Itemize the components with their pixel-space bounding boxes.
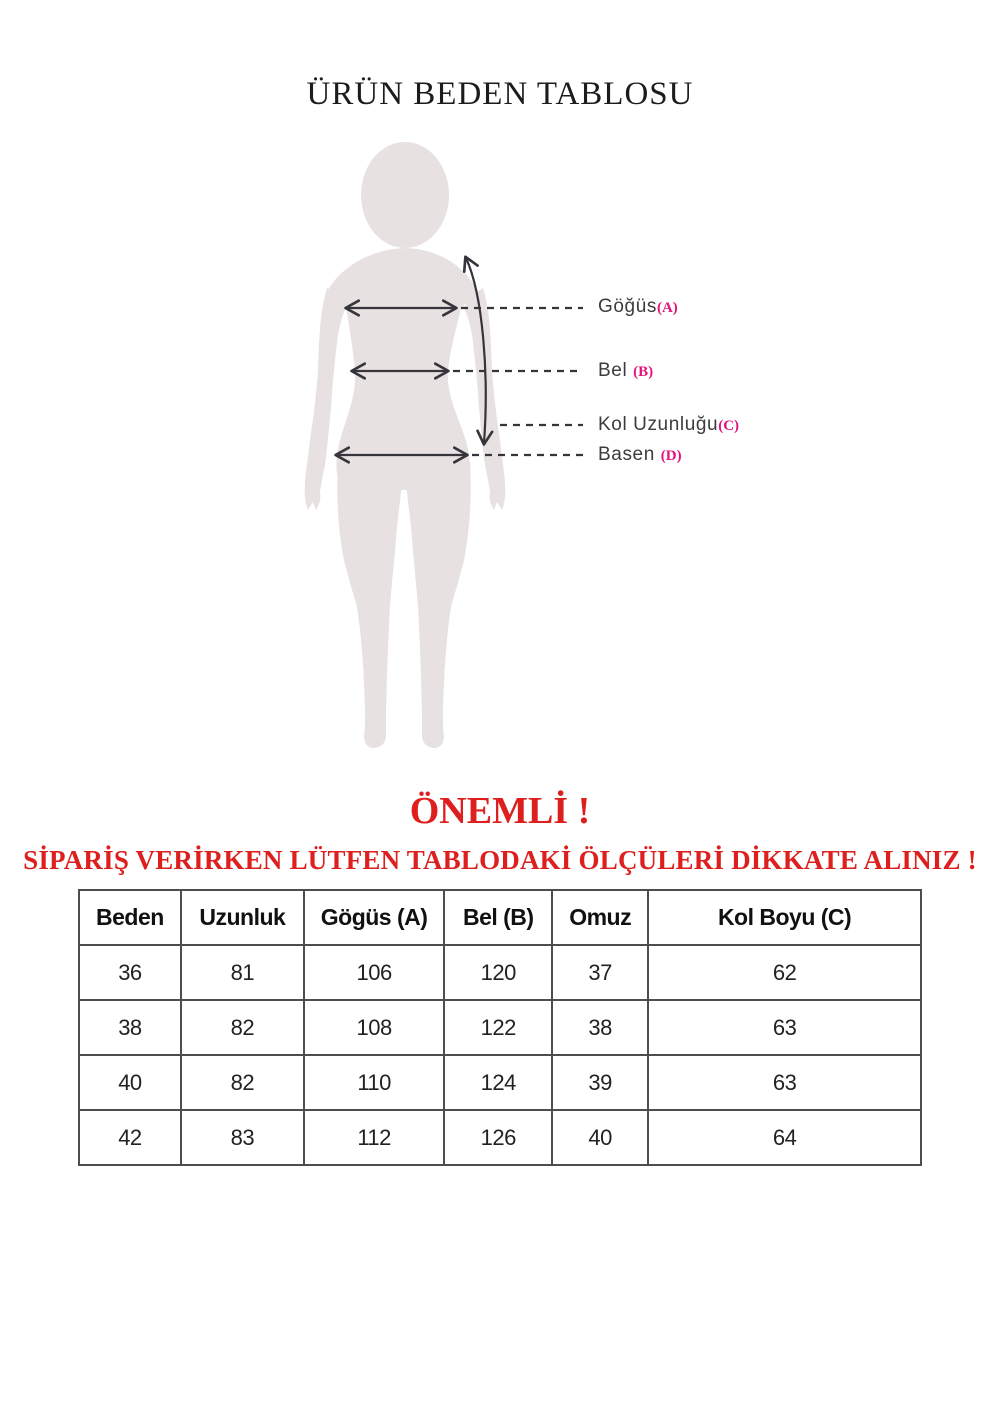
- label-waist-text: Bel: [598, 360, 634, 381]
- table-row: [79, 1055, 921, 1110]
- table-cell: 38: [79, 1000, 181, 1055]
- column-header-5: Kol Boyu (C): [648, 890, 921, 945]
- table-cell: 106: [304, 945, 445, 1000]
- important-heading: ÖNEMLİ !: [409, 790, 591, 832]
- table-cell: 40: [552, 1110, 648, 1165]
- label-chest-text: Göğüs: [598, 296, 657, 317]
- column-header-2: Gögüs (A): [304, 890, 445, 945]
- table-cell: 112: [304, 1110, 445, 1165]
- label-arm-length: [598, 414, 739, 437]
- table-cell: 82: [181, 1000, 304, 1055]
- female-silhouette: [305, 142, 506, 748]
- column-header-0: Beden: [79, 890, 181, 945]
- table-cell: 39: [552, 1055, 648, 1110]
- table-cell: 40: [79, 1055, 181, 1110]
- warning-text: SİPARİŞ VERİRKEN LÜTFEN TABLODAKİ ÖLÇÜLERİ DİKKATE ALINIZ !: [23, 845, 977, 875]
- label-hip: [598, 444, 682, 467]
- column-header-4: Omuz: [552, 890, 648, 945]
- table-row: [79, 1110, 921, 1165]
- table-cell: 108: [304, 1000, 445, 1055]
- table-cell: 42: [79, 1110, 181, 1165]
- table-cell: 81: [181, 945, 304, 1000]
- table-cell: 82: [181, 1055, 304, 1110]
- table-cell: 120: [444, 945, 552, 1000]
- label-waist-code: (B): [633, 364, 654, 380]
- table-cell: 63: [648, 1000, 921, 1055]
- table-cell: 110: [304, 1055, 445, 1110]
- table-cell: 122: [444, 1000, 552, 1055]
- page-title: ÜRÜN BEDEN TABLOSU: [306, 76, 694, 112]
- table-cell: 83: [181, 1110, 304, 1165]
- table-cell: 126: [444, 1110, 552, 1165]
- table-cell: 36: [79, 945, 181, 1000]
- size-table-body: [79, 945, 921, 1165]
- label-waist: [598, 360, 653, 383]
- table-cell: 37: [552, 945, 648, 1000]
- size-table: [78, 889, 922, 1166]
- label-chest: [598, 296, 678, 319]
- column-header-3: Bel (B): [444, 890, 552, 945]
- table-cell: 124: [444, 1055, 552, 1110]
- label-arm-length-code: (C): [718, 418, 740, 434]
- table-row: [79, 945, 921, 1000]
- table-cell: 64: [648, 1110, 921, 1165]
- label-arm-length-text: Kol Uzunluğu: [598, 414, 719, 435]
- table-row: [79, 1000, 921, 1055]
- label-hip-code: (D): [660, 448, 682, 464]
- table-cell: 38: [552, 1000, 648, 1055]
- table-cell: 62: [648, 945, 921, 1000]
- size-table-header-row: [79, 890, 921, 945]
- body-silhouette-graphic: [280, 130, 595, 770]
- label-chest-code: (A): [656, 300, 678, 316]
- label-hip-text: Basen: [598, 444, 661, 465]
- table-cell: 63: [648, 1055, 921, 1110]
- column-header-1: Uzunluk: [181, 890, 304, 945]
